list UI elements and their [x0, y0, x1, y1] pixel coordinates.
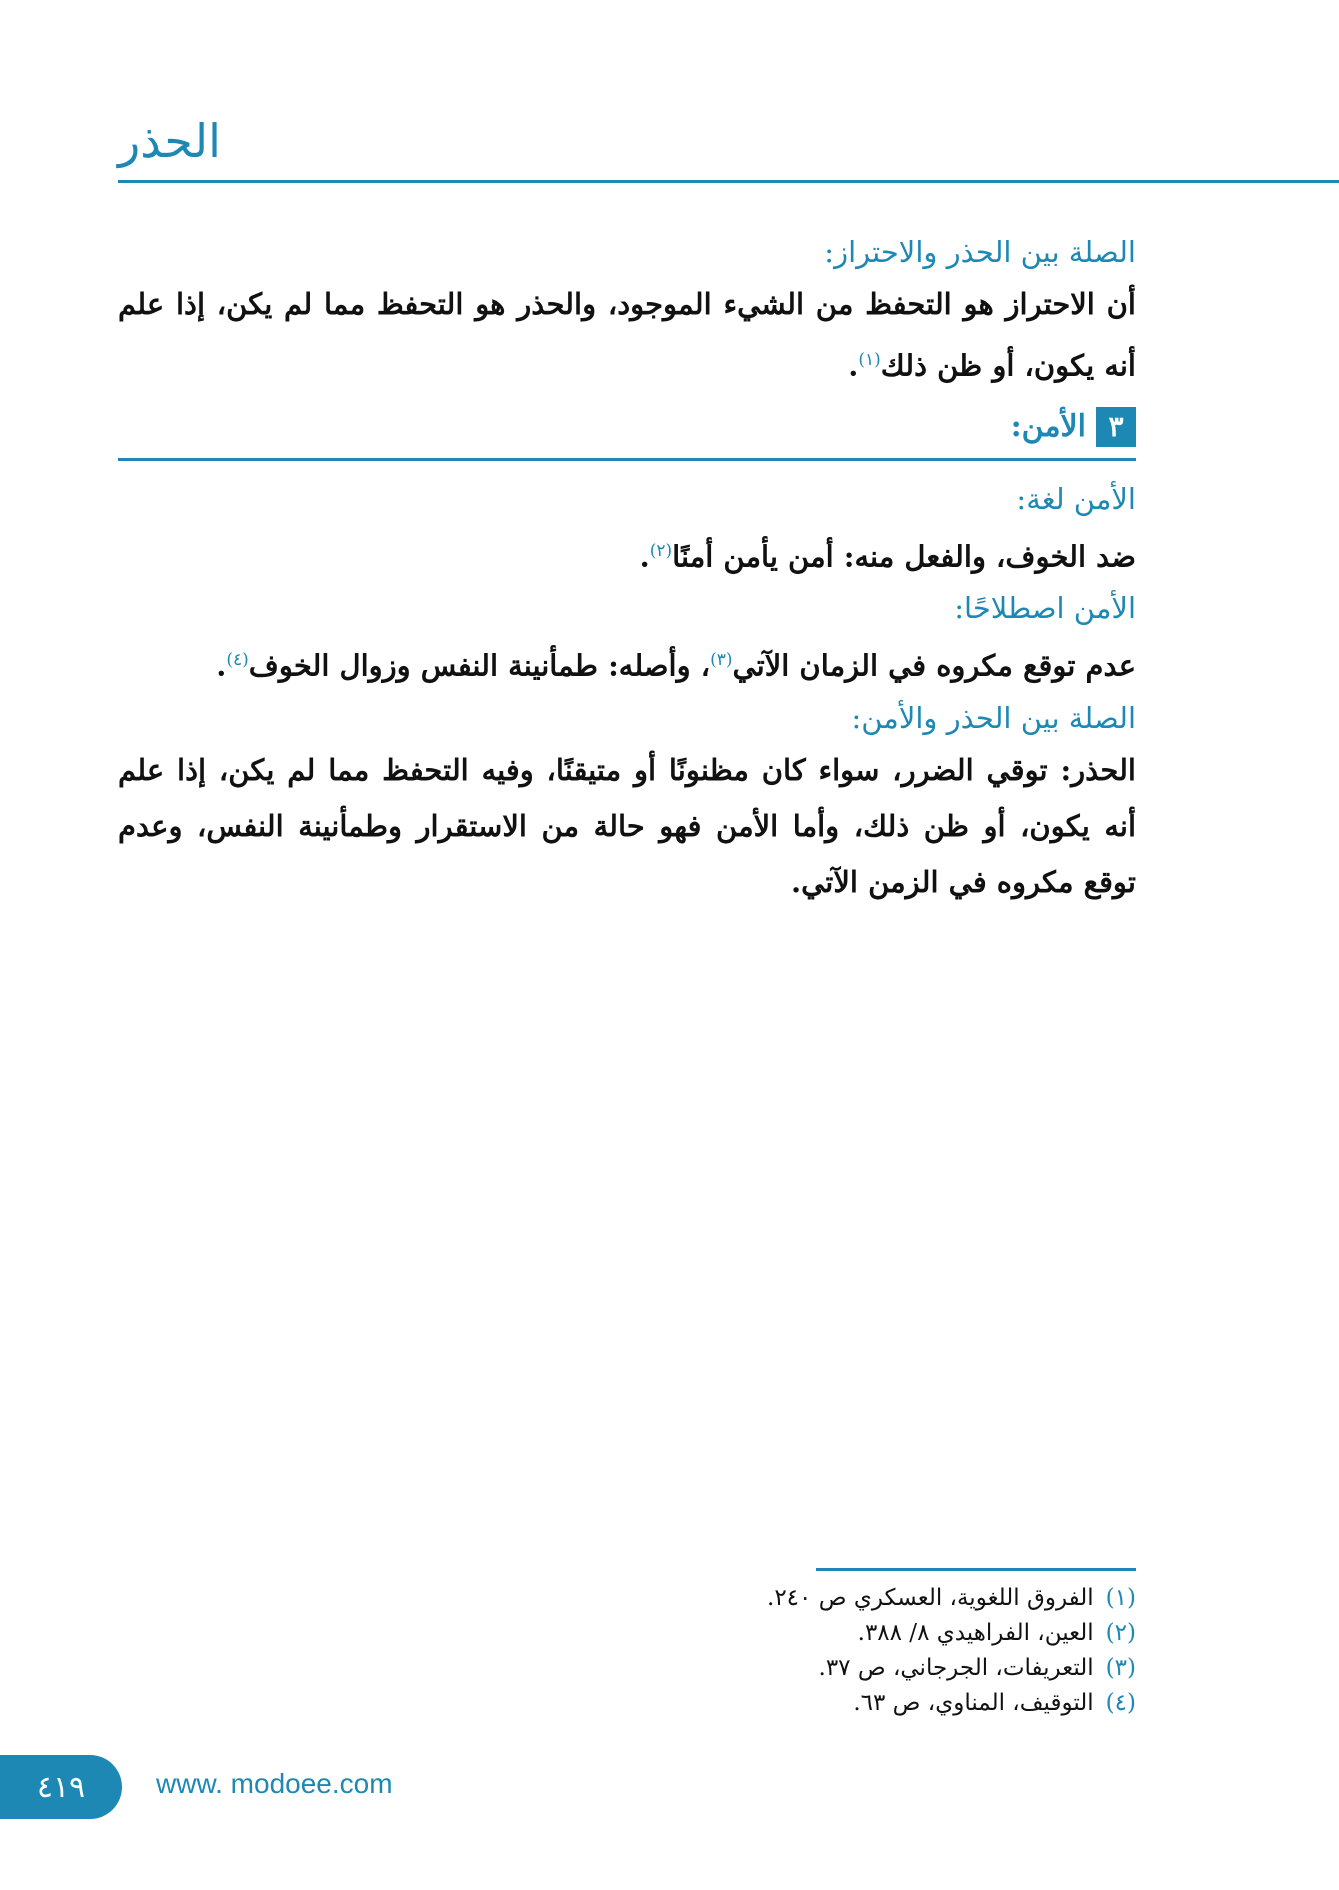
footnote-ref-2[interactable]: (٢)	[649, 540, 673, 561]
paragraph-relation-amn: الحذر: توقي الضرر، سواء كان مظنونًا أو متيقنًا، وفيه التحفظ مما لم يكن، إذا علم أنه يكون، أو ظن ذلك، وأما الأمن فهو حالة من الاستقرار وطمأنينة النفس، وعدم توقع مكروه في الزمن الآتي.	[118, 752, 1136, 899]
page-title: الحذر	[118, 114, 221, 168]
heading-amn-lugha: الأمن لغة:	[1016, 481, 1136, 516]
heading-relation-amn: الصلة بين الحذر والأمن:	[851, 700, 1136, 735]
paragraph-text: ، وأصله: طمأنينة النفس وزوال الخوف	[248, 648, 711, 683]
footnote-ref-4[interactable]: (٤)	[226, 650, 249, 671]
paragraph-amn-lugha	[118, 523, 1136, 585]
footnotes	[580, 1568, 1136, 1721]
footnote-number: (٤)	[1105, 1690, 1136, 1716]
footnote-text: التعريفات، الجرجاني، ص ٣٧.	[818, 1655, 1094, 1681]
footnote-text: العين، الفراهيدي ٨/ ٣٨٨.	[857, 1620, 1094, 1646]
heading-relation-ihtiraz: الصلة بين الحذر والاحتراز:	[824, 235, 1136, 269]
footnote-number: (١)	[1105, 1585, 1136, 1611]
paragraph-text: عدم توقع مكروه في الزمان الآتي	[732, 648, 1136, 683]
paragraph-end: .	[848, 348, 859, 383]
page-number-badge: ٤١٩	[0, 1755, 122, 1819]
paragraph-text: ضد الخوف، والفعل منه: أمن يأمن أمنًا	[672, 539, 1136, 574]
footnote-text: التوقيف، المناوي، ص ٦٣.	[853, 1690, 1094, 1716]
paragraph-relation-ihtiraz	[118, 276, 1136, 394]
footnote-item	[580, 1581, 1136, 1616]
footnote-text: الفروق اللغوية، العسكري ص ٢٤٠.	[767, 1585, 1094, 1611]
paragraph-end: .	[216, 648, 227, 683]
paragraph-text: أن الاحتراز هو التحفظ من الشيء الموجود، والحذر هو التحفظ مما لم يكن، إذا علم أنه يكون، أو ظن ذلك	[118, 287, 1136, 383]
footnote-ref-1[interactable]: (١)	[858, 350, 881, 370]
main-content	[118, 228, 1136, 910]
paragraph-end: .	[639, 539, 650, 574]
heading-amn-istilah: الأمن اصطلاحًا:	[954, 591, 1136, 626]
footnote-ref-3[interactable]: (٣)	[710, 650, 733, 671]
footnote-number: (٣)	[1105, 1655, 1136, 1681]
section-divider	[118, 458, 1136, 461]
footnote-number: (٢)	[1105, 1620, 1136, 1646]
section-number-badge: ٣	[1096, 407, 1136, 447]
section-heading-amn	[118, 404, 1136, 450]
footnote-divider	[816, 1568, 1136, 1571]
section-title: الأمن:	[1010, 409, 1086, 445]
footnote-item	[580, 1686, 1136, 1721]
footnote-item	[580, 1651, 1136, 1686]
header-divider	[118, 180, 1339, 183]
footnote-item	[580, 1616, 1136, 1651]
website-link[interactable]: www. modoee.com	[156, 1768, 393, 1799]
paragraph-amn-istilah	[118, 632, 1136, 694]
